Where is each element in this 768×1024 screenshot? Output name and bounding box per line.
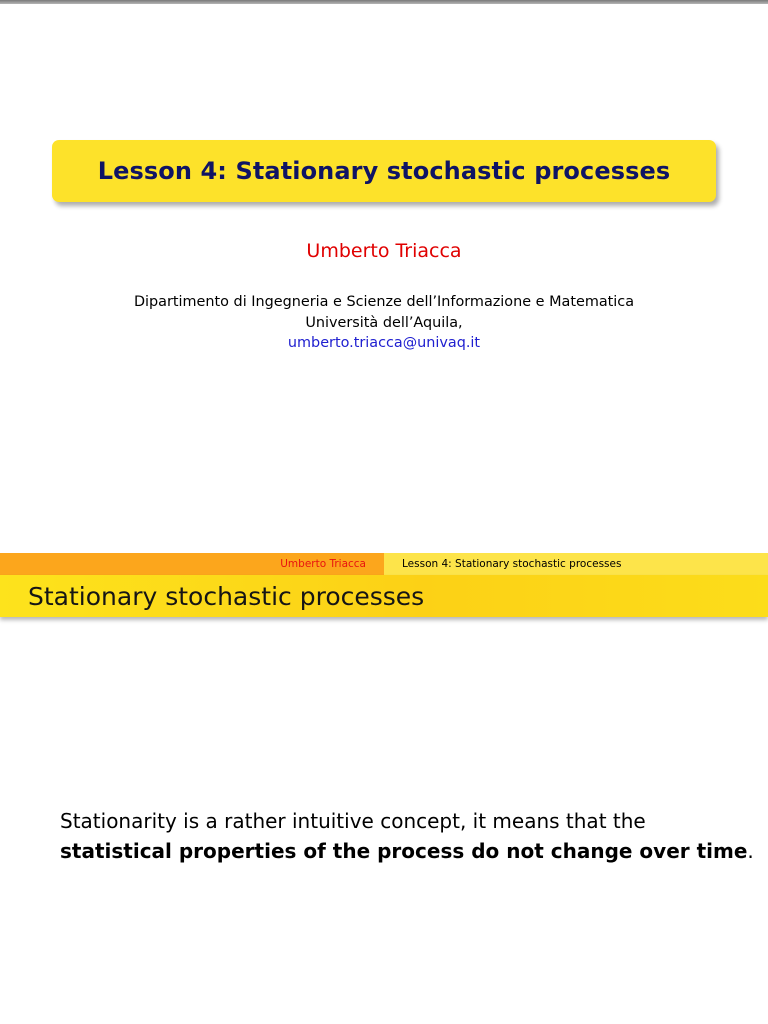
affiliation-department: Dipartimento di Ingegneria e Scienze dell’Informazione e Matematica — [133, 294, 635, 310]
footer-title: Lesson 4: Stationary stochastic processes — [402, 558, 622, 570]
frame-title-bar — [0, 575, 768, 617]
affiliation-block — [0, 292, 768, 354]
footer-author: Umberto Triacca — [280, 558, 366, 570]
footer-title-cell — [384, 553, 768, 575]
author-name: Umberto Triacca — [306, 240, 462, 262]
body-line-2 — [60, 836, 754, 866]
body-emphasis: statistical properties of the process do not change over time — [60, 839, 748, 863]
slide-footer-bar — [0, 553, 768, 575]
body-paragraph — [60, 806, 754, 866]
body-line-1: Stationarity is a rather intuitive concept, it means that the — [60, 809, 646, 833]
email-link[interactable]: umberto.triacca@univaq.it — [287, 335, 481, 351]
body-period: . — [747, 839, 754, 863]
title-box — [52, 140, 716, 202]
frame-title: Stationary stochastic processes — [28, 581, 425, 611]
email-line — [0, 333, 768, 354]
presentation-title: Lesson 4: Stationary stochastic processes — [97, 157, 671, 185]
top-rule — [0, 0, 768, 4]
affiliation-university: Università dell’Aquila, — [305, 314, 463, 331]
footer-author-cell — [0, 553, 384, 575]
